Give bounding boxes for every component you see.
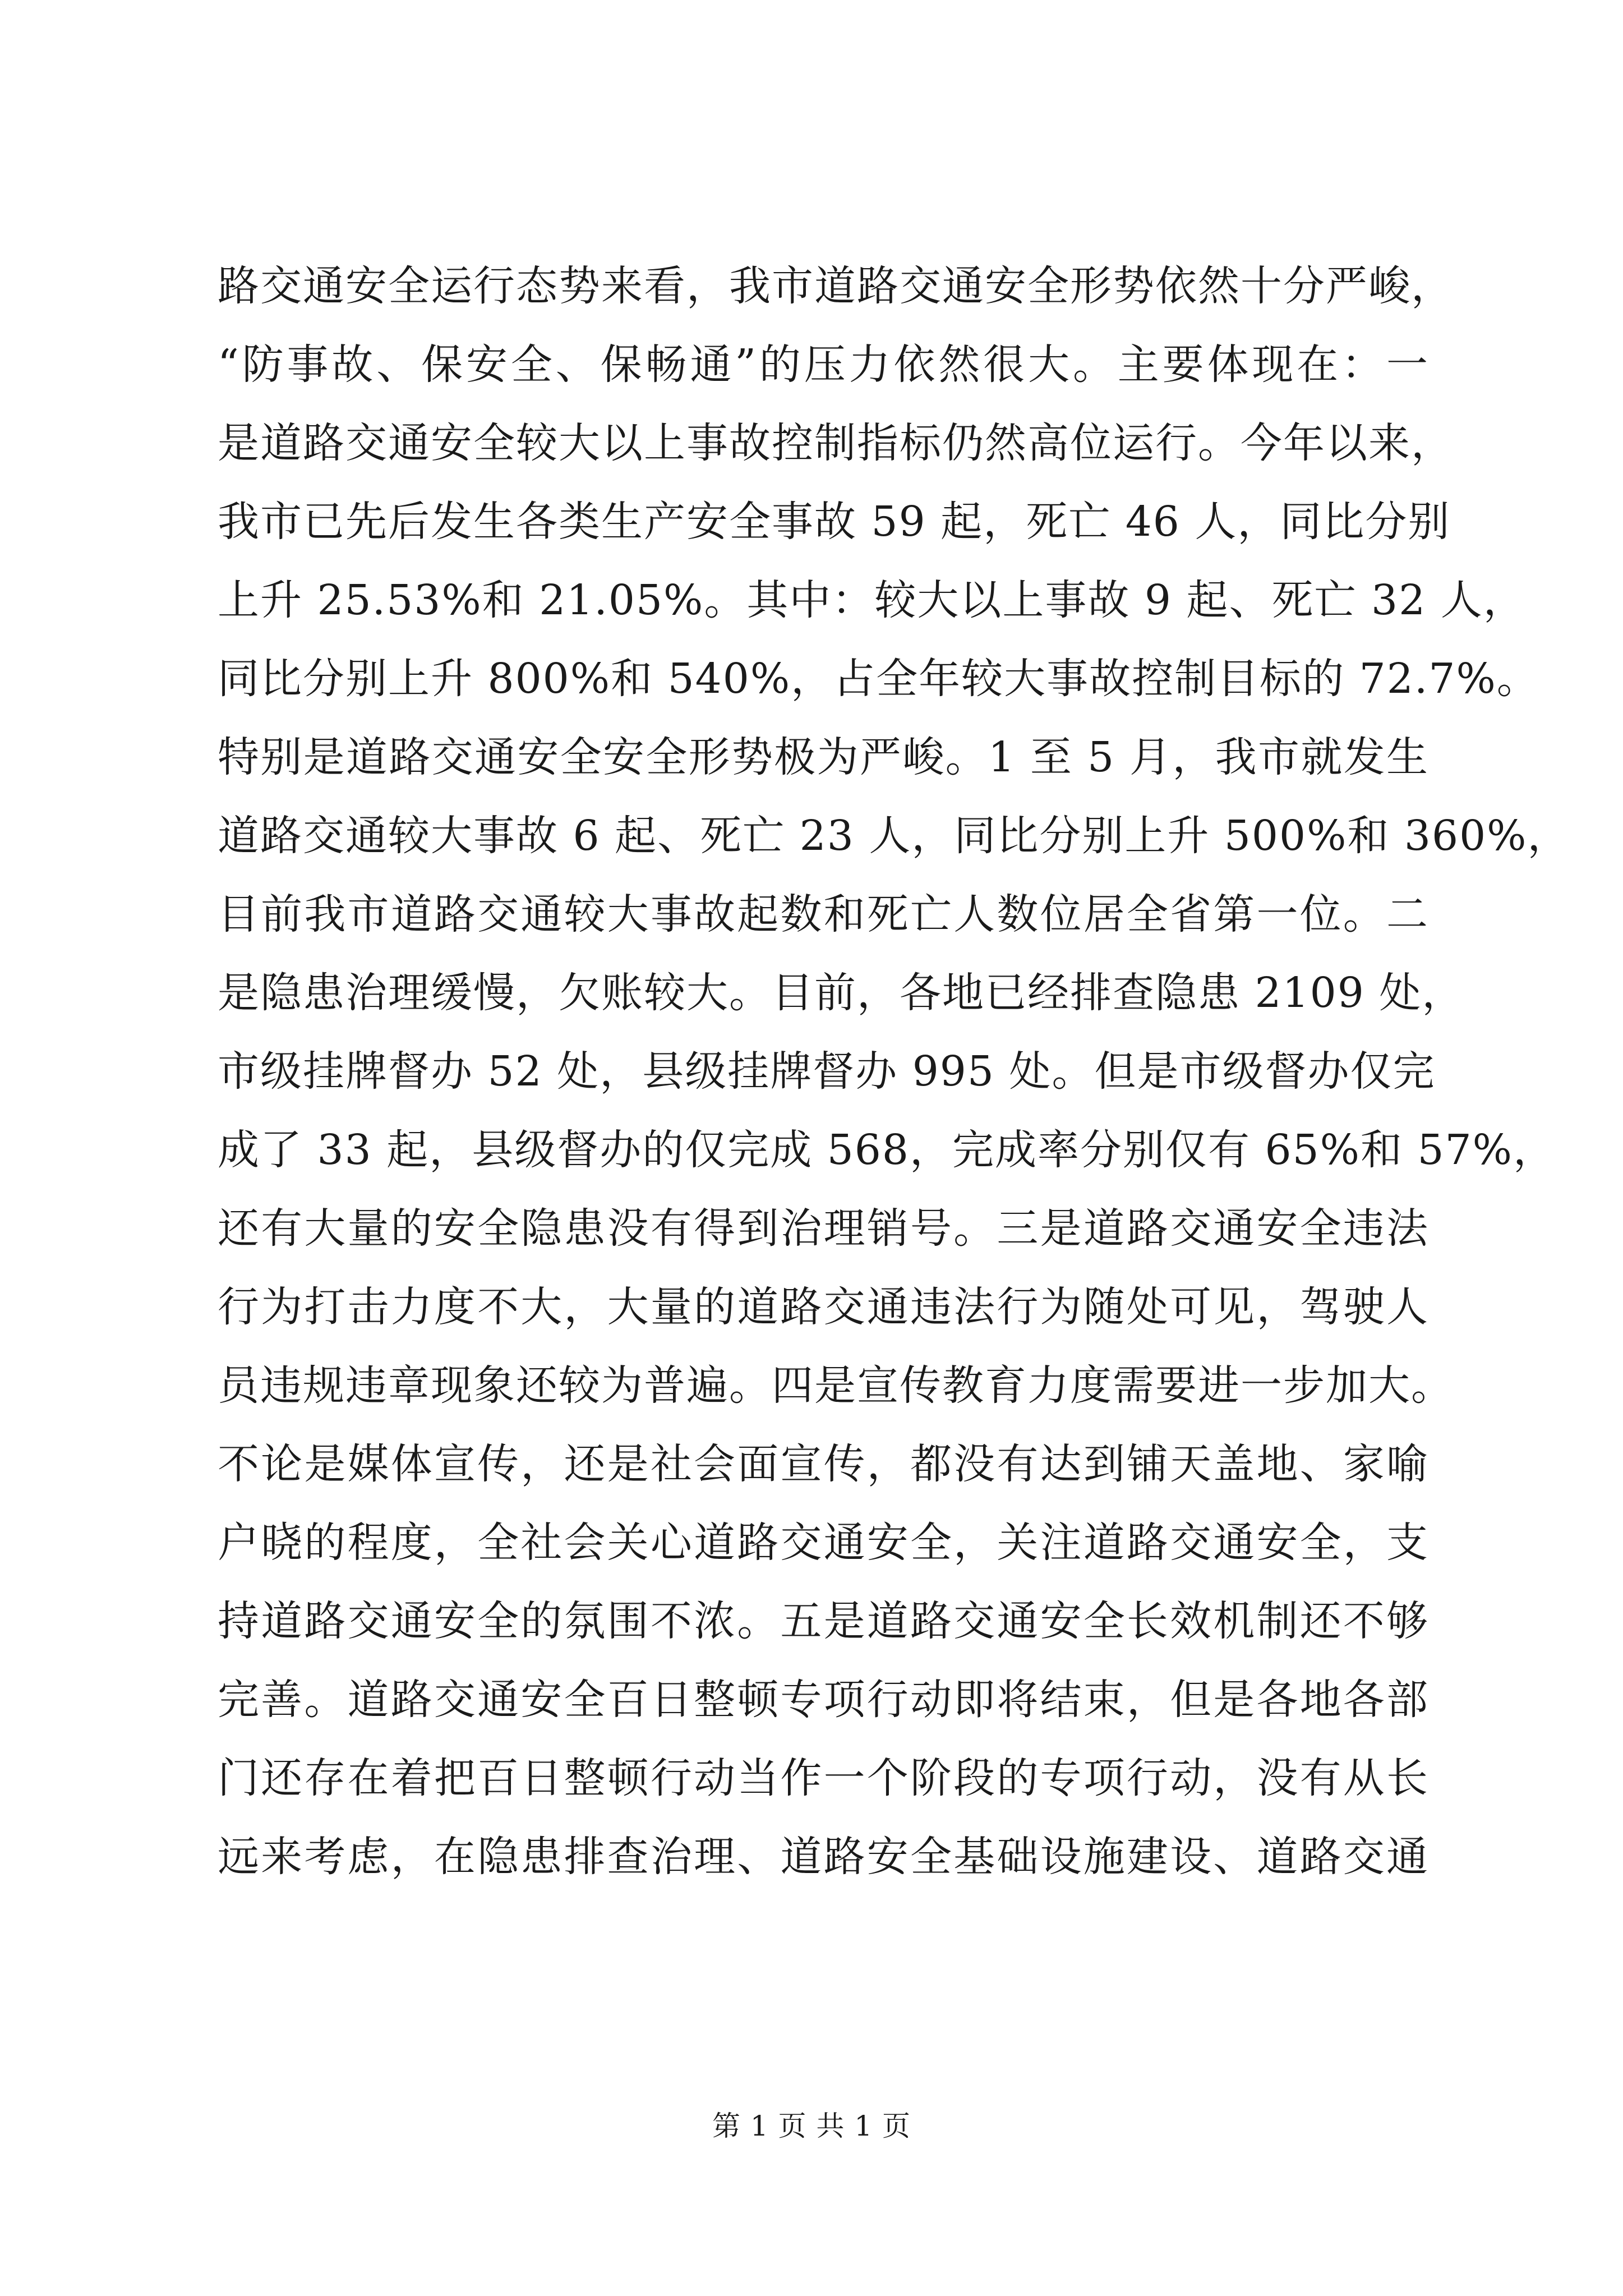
page-number-label: 第 1 页 共 1 页 xyxy=(712,2110,911,2142)
text-line: 户晓的程度，全社会关心道路交通安全，关注道路交通安全，支 xyxy=(218,1519,1429,1567)
text-line: 持道路交通安全的氛围不浓。五是道路交通安全长效机制还不够 xyxy=(218,1597,1429,1645)
text-line: 上升 25.53%和 21.05%。其中：较大以上事故 9 起、死亡 32 人， xyxy=(218,576,1526,624)
text-line: 远来考虑，在隐患排查治理、道路安全基础设施建设、道路交通 xyxy=(218,1833,1429,1881)
text-line: 门还存在着把百日整顿行动当作一个阶段的专项行动，没有从长 xyxy=(218,1754,1429,1802)
text-line: 是隐患治理缓慢，欠账较大。目前，各地已经排查隐患 2109 处， xyxy=(218,969,1465,1017)
text-line: 特别是道路交通安全安全形势极为严峻。1 至 5 月，我市就发生 xyxy=(218,733,1429,781)
text-line: 道路交通较大事故 6 起、死亡 23 人，同比分别上升 500%和 360%， xyxy=(218,812,1570,860)
text-line: 行为打击力度不大，大量的道路交通违法行为随处可见，驾驶人 xyxy=(218,1283,1429,1331)
text-line: 是道路交通安全较大以上事故控制指标仍然高位运行。今年以来， xyxy=(218,419,1454,467)
text-line: 成了 33 起，县级督办的仅完成 568，完成率分别仅有 65%和 57%， xyxy=(218,1126,1556,1174)
text-line: 目前我市道路交通较大事故起数和死亡人数位居全省第一位。二 xyxy=(218,890,1429,938)
text-line: 路交通安全运行态势来看，我市道路交通安全形势依然十分严峻， xyxy=(218,262,1454,310)
text-line: 市级挂牌督办 52 处，县级挂牌督办 995 处。但是市级督办仅完 xyxy=(218,1047,1436,1096)
text-line: 员违规违章现象还较为普遍。四是宣传教育力度需要进一步加大。 xyxy=(218,1361,1454,1410)
text-line: 还有大量的安全隐患没有得到治理销号。三是道路交通安全违法 xyxy=(218,1204,1429,1253)
body-paragraph xyxy=(218,247,1570,1896)
text-line: “防事故、保安全、保畅通”的压力依然很大。主要体现在：一 xyxy=(218,341,1429,389)
text-line: 不论是媒体宣传，还是社会面宣传，都没有达到铺天盖地、家喻 xyxy=(218,1440,1429,1488)
text-line: 同比分别上升 800%和 540%，占全年较大事故控制目标的 72.7%。 xyxy=(218,655,1539,703)
text-line: 我市已先后发生各类生产安全事故 59 起，死亡 46 人，同比分别 xyxy=(218,498,1451,546)
text-line: 完善。道路交通安全百日整顿专项行动即将结束，但是各地各部 xyxy=(218,1676,1429,1724)
page-footer xyxy=(0,2109,1623,2143)
